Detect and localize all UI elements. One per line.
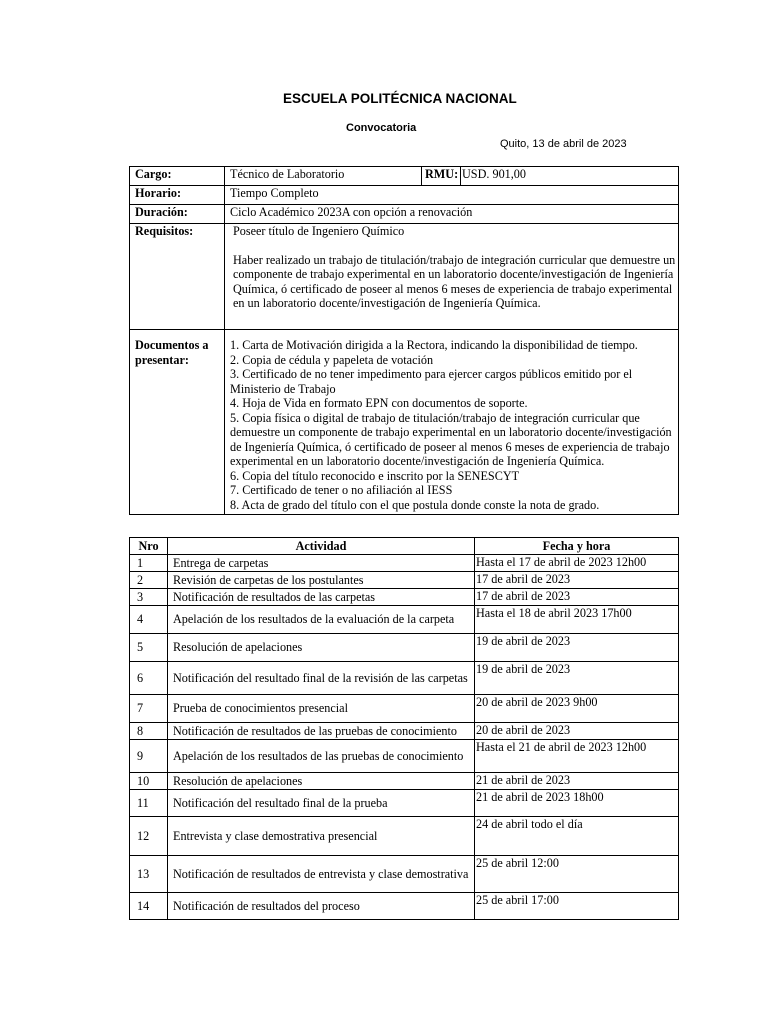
table-row bbox=[130, 606, 679, 634]
table-row bbox=[130, 695, 679, 723]
row-nro: 14 bbox=[130, 893, 168, 920]
row-nro: 13 bbox=[130, 856, 168, 893]
table-row bbox=[130, 723, 679, 740]
row-actividad: Notificación de resultados de las carpetas bbox=[168, 589, 475, 606]
requisito-item: Poseer título de Ingeniero Químico bbox=[233, 224, 405, 238]
row-actividad: Resolución de apelaciones bbox=[168, 773, 475, 790]
documento-item: 5. Copia física o digital de trabajo de titulación/trabajo de integración curricular que demuestre un componente de trabajo experimental en un laboratorio docente/investigación de Ingeniería Química, ó certificado de poseer al menos 6 meses de experiencia de trabajo experimental en un laboratorio docente/investigación de Ingeniería Química. bbox=[230, 410, 672, 468]
requisitos-list bbox=[225, 224, 679, 330]
table-row bbox=[130, 740, 679, 773]
row-actividad: Notificación del resultado final de la prueba bbox=[168, 790, 475, 817]
table-row bbox=[130, 634, 679, 662]
row-nro: 7 bbox=[130, 695, 168, 723]
documento-item: 2. Copia de cédula y papeleta de votación bbox=[230, 352, 434, 367]
row-fecha: 25 de abril 17:00 bbox=[475, 893, 679, 920]
row-actividad: Prueba de conocimientos presencial bbox=[168, 695, 475, 723]
row-actividad: Notificación de resultados de las pruebas de conocimiento bbox=[168, 723, 475, 740]
header-nro: Nro bbox=[130, 538, 168, 555]
row-fecha: Hasta el 17 de abril de 2023 12h00 bbox=[475, 555, 679, 572]
row-nro: 6 bbox=[130, 662, 168, 695]
documento-item: 3. Certificado de no tener impedimento para ejercer cargos públicos emitido por el Ministerio de Trabajo bbox=[230, 367, 633, 396]
requisito-item: Haber realizado un trabajo de titulación/trabajo de integración curricular que demuestre un componente de trabajo experimental en un laboratorio docente/investigación de Ingeniería Química, ó certificado de poseer al menos 6 meses de experiencia de trabajo experimental en un laboratorio docente/investigación de Ingeniería Química. bbox=[233, 252, 676, 310]
row-actividad: Notificación del resultado final de la revisión de las carpetas bbox=[168, 662, 475, 695]
table-row bbox=[130, 790, 679, 817]
documento-item: 4. Hoja de Vida en formato EPN con documentos de soporte. bbox=[230, 396, 528, 410]
row-nro: 5 bbox=[130, 634, 168, 662]
row-actividad: Entrevista y clase demostrativa presencial bbox=[168, 817, 475, 856]
header-fecha: Fecha y hora bbox=[475, 538, 679, 555]
duracion-value: Ciclo Académico 2023A con opción a renovación bbox=[225, 205, 679, 224]
table-row bbox=[130, 893, 679, 920]
row-nro: 3 bbox=[130, 589, 168, 606]
document-date: Quito, 13 de abril de 2023 bbox=[500, 138, 627, 150]
row-actividad: Entrega de carpetas bbox=[168, 555, 475, 572]
row-fecha: 17 de abril de 2023 bbox=[475, 589, 679, 606]
row-actividad: Notificación de resultados de entrevista y clase demostrativa bbox=[168, 856, 475, 893]
duracion-label: Duración: bbox=[130, 205, 225, 224]
rmu-label: RMU: bbox=[422, 167, 461, 186]
row-nro: 1 bbox=[130, 555, 168, 572]
documentos-list bbox=[225, 330, 679, 515]
row-fecha: Hasta el 21 de abril de 2023 12h00 bbox=[475, 740, 679, 773]
position-info-table bbox=[129, 166, 679, 515]
documento-item: 1. Carta de Motivación dirigida a la Rectora, indicando la disponibilidad de tiempo. bbox=[230, 338, 638, 352]
cargo-value: Técnico de Laboratorio bbox=[225, 167, 422, 186]
row-fecha: Hasta el 18 de abril 2023 17h00 bbox=[475, 606, 679, 634]
row-fecha: 20 de abril de 2023 9h00 bbox=[475, 695, 679, 723]
table-row bbox=[130, 589, 679, 606]
row-nro: 4 bbox=[130, 606, 168, 634]
table-row bbox=[130, 773, 679, 790]
horario-value: Tiempo Completo bbox=[225, 186, 679, 205]
table-row bbox=[130, 555, 679, 572]
row-nro: 11 bbox=[130, 790, 168, 817]
schedule-table bbox=[129, 537, 679, 920]
row-actividad: Notificación de resultados del proceso bbox=[168, 893, 475, 920]
row-nro: 9 bbox=[130, 740, 168, 773]
documentos-label: Documentos a presentar: bbox=[130, 330, 225, 515]
table-row bbox=[130, 662, 679, 695]
horario-label: Horario: bbox=[130, 186, 225, 205]
row-nro: 2 bbox=[130, 572, 168, 589]
rmu-value: USD. 901,00 bbox=[461, 167, 679, 186]
row-nro: 12 bbox=[130, 817, 168, 856]
documento-item: 8. Acta de grado del título con el que postula donde conste la nota de grado. bbox=[230, 497, 600, 512]
row-fecha: 25 de abril 12:00 bbox=[475, 856, 679, 893]
row-fecha: 24 de abril todo el día bbox=[475, 817, 679, 856]
document-subtitle: Convocatoria bbox=[346, 122, 417, 134]
table-row bbox=[130, 572, 679, 589]
row-fecha: 21 de abril de 2023 bbox=[475, 773, 679, 790]
row-fecha: 20 de abril de 2023 bbox=[475, 723, 679, 740]
header-actividad: Actividad bbox=[168, 538, 475, 555]
institution-title: ESCUELA POLITÉCNICA NACIONAL bbox=[283, 91, 517, 106]
row-fecha: 19 de abril de 2023 bbox=[475, 662, 679, 695]
row-actividad: Resolución de apelaciones bbox=[168, 634, 475, 662]
row-fecha: 21 de abril de 2023 18h00 bbox=[475, 790, 679, 817]
row-actividad: Apelación de los resultados de la evaluación de la carpeta bbox=[168, 606, 475, 634]
documento-item: 7. Certificado de tener o no afiliación al IESS bbox=[230, 483, 453, 497]
row-actividad: Apelación de los resultados de las pruebas de conocimiento bbox=[168, 740, 475, 773]
requisitos-label: Requisitos: bbox=[130, 224, 225, 330]
row-nro: 8 bbox=[130, 723, 168, 740]
table-row bbox=[130, 817, 679, 856]
row-nro: 10 bbox=[130, 773, 168, 790]
table-row bbox=[130, 856, 679, 893]
row-fecha: 17 de abril de 2023 bbox=[475, 572, 679, 589]
documento-item: 6. Copia del título reconocido e inscrito por la SENESCYT bbox=[230, 468, 520, 483]
cargo-label: Cargo: bbox=[130, 167, 225, 186]
row-actividad: Revisión de carpetas de los postulantes bbox=[168, 572, 475, 589]
row-fecha: 19 de abril de 2023 bbox=[475, 634, 679, 662]
